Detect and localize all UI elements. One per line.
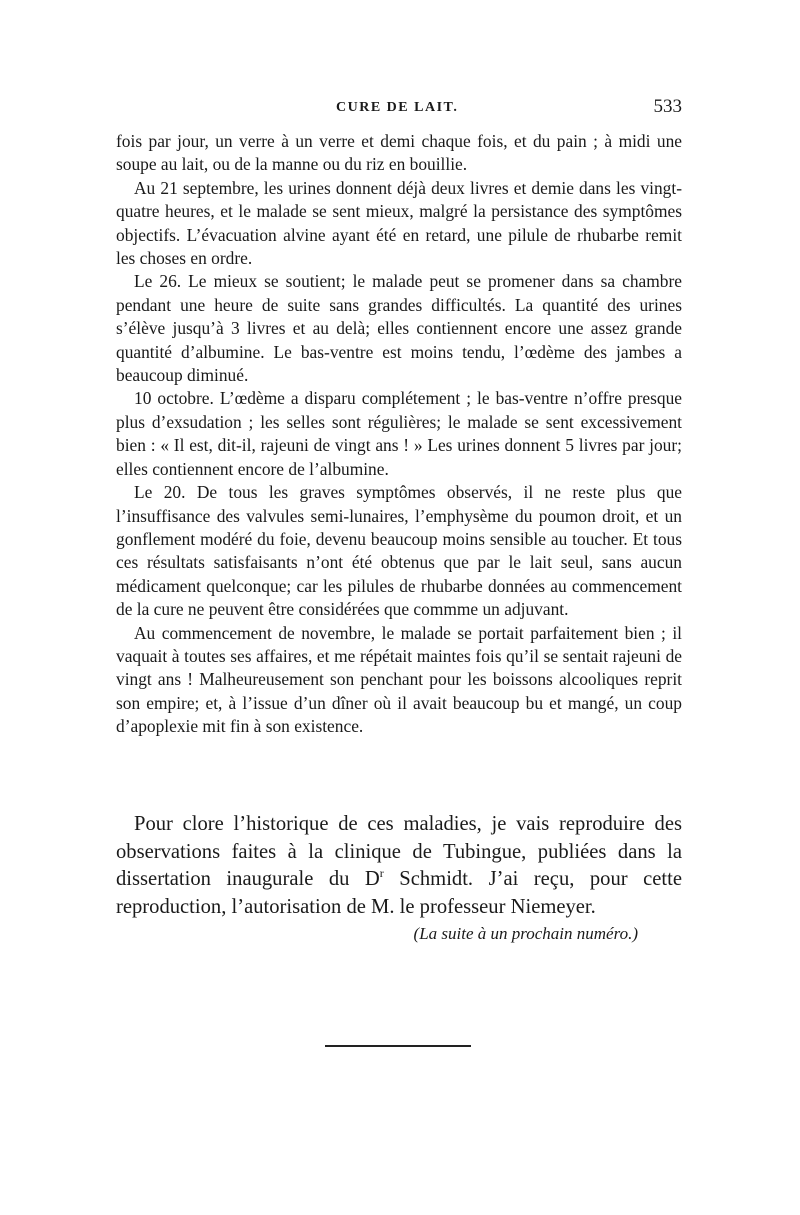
closing-paragraph [116,811,682,921]
paragraph: Au 21 septembre, les urines donnent déjà deux livres et demie dans les vingt-quatre heures, et le malade se sent mieux, malgré la persistance des symptômes objectifs. L’évacuation alvine ayant été en retard, une pilule de rhubarbe remit les choses en ordre. [116,177,682,269]
page-number: 533 [653,96,682,117]
paragraph: Le 20. De tous les graves symptômes observés, il ne reste plus que l’insuffisance des valvules semi-lunaires, l’emphysème du poumon droit, et un gonflement modéré du foie, devenu beaucoup moins sensible au toucher. Et tous ces résultats satisfaisants n’ont été obtenus que par le lait seul, sans aucun médicament quelconque; car les pilules de rhubarbe données au commencement de la cure ne peuvent être considérées que commme un adjuvant. [116,482,682,620]
paragraph: fois par jour, un verre à un verre et demi chaque fois, et du pain ; à midi une soupe au lait, ou de la manne ou du riz en bouillie. [116,131,682,175]
running-title: CURE DE LAIT. [336,100,459,115]
closing-text-start: Pour clore l’historique de ces maladies, je vais reproduire des observations faites à la clinique de Tubingue, publiées dans la dissertation inaugurale du D [116,813,682,891]
paragraph: Le 26. Le mieux se soutient; le malade peut se promener dans sa chambre pendant une heure de suite sans grandes difficultés. La quantité des urines s’élève jusqu’à 3 livres et au delà; elles contiennent encore une assez grande quantité d’albumine. Le bas-ventre est moins tendu, l’œdème des jambes a beaucoup diminué. [116,271,682,386]
paragraph: Au commencement de novembre, le malade se portait parfaitement bien ; il vaquait à toutes ses affaires, et me répétait maintes fois qu’il se sentait rajeuni de vingt ans ! Malheureusement son penchant pour les boissons alcooliques reprit son empire; et, à l’issue d’un dîner où il avait beaucoup bu et mangé, un coup d’apoplexie mit fin à son existence. [116,622,682,737]
body-text [116,130,682,739]
doctor-abbrev-sup: r [379,866,384,881]
closing-text-end: Schmidt. J’ai reçu, pour cette reproduction, l’autorisation de M. le professeur Niemeyer. [116,868,682,918]
end-rule [325,1045,471,1047]
page-header [116,96,682,120]
paragraph: 10 octobre. L’œdème a disparu complétement ; le bas-ventre n’offre presque plus d’exsudation ; les selles sont régulières; le malade se sent excessivement bien : « Il est, dit-il, rajeuni de vingt ans ! » Les urines donnent 5 livres par jour; elles contiennent encore de l’albumine. [116,388,682,479]
continuation-note: (La suite à un prochain numéro.) [413,924,638,943]
